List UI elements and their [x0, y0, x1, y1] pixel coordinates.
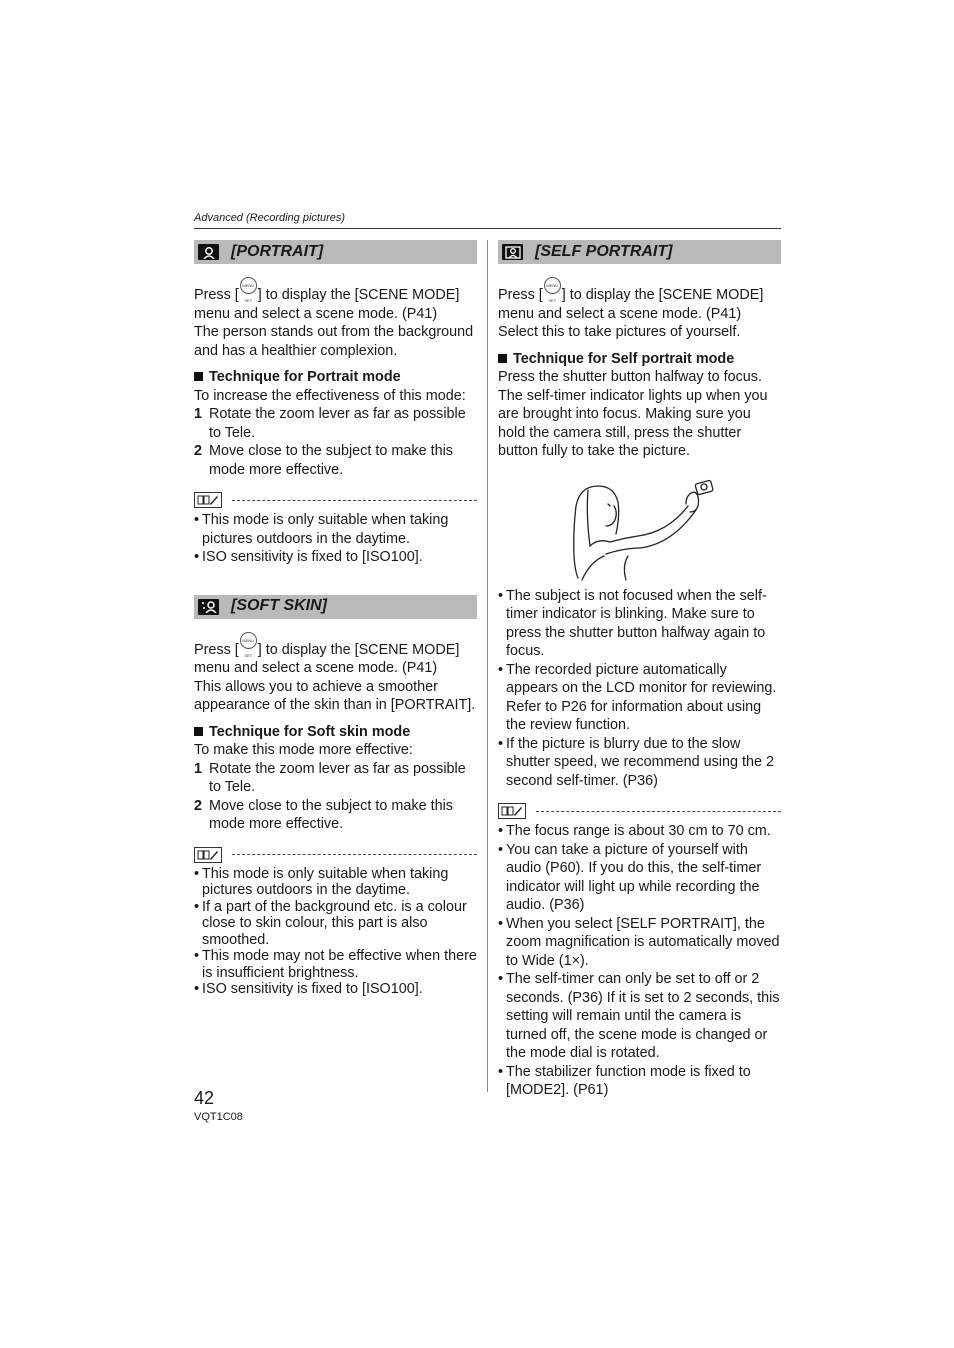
list-item: • The focus range is about 30 cm to 70 cm. [498, 822, 781, 841]
self-portrait-note-divider [498, 802, 781, 820]
soft-skin-step: 1 Rotate the zoom lever as far as possible to Tele. [194, 760, 466, 795]
self-portrait-intro: Press [MENU SET ] to display the [SCENE MODE] menu and select a scene mode. (P41) [498, 277, 781, 323]
soft-skin-step: 2 Move close to the subject to make this mode more effective. [194, 797, 453, 832]
column-divider [487, 240, 488, 1092]
portrait-intro: Press [MENU SET ] to display the [SCENE MODE] menu and select a scene mode. (P41) [194, 277, 477, 323]
list-item: • The stabilizer function mode is fixed to [MODE2]. (P61) [498, 1063, 781, 1100]
list-item: • The recorded picture automatically appears on the LCD monitor for reviewing. Refer to P26 for information about using the review function. [498, 661, 781, 735]
self-portrait-title: [SELF PORTRAIT] [535, 242, 673, 260]
soft-skin-scene-icon [198, 599, 219, 615]
page-number: 42 [194, 1088, 215, 1108]
document-code: VQT1C08 [194, 1111, 243, 1123]
soft-skin-description: This allows you to achieve a smoother appearance of the skin than in [PORTRAIT]. [194, 678, 476, 713]
header-section-title: Advanced (Recording pictures) [194, 212, 346, 224]
list-item: • The subject is not focused when the self-timer indicator is blinking. Make sure to press the shutter button halfway again to focus. [498, 587, 781, 661]
portrait-heading [194, 240, 477, 264]
portrait-step: 1 Rotate the zoom lever as far as possible to Tele. [194, 406, 466, 441]
square-bullet-icon [498, 354, 507, 363]
right-column [498, 240, 781, 1100]
soft-skin-heading [194, 595, 477, 619]
menu-set-button-icon: MENU SET [544, 277, 561, 294]
soft-skin-technique-title: Technique for Soft skin mode [194, 723, 477, 742]
self-portrait-scene-icon [502, 244, 523, 260]
portrait-step: 2 Move close to the subject to make this mode more effective. [194, 443, 453, 478]
list-item: • ISO sensitivity is fixed to [ISO100]. [194, 981, 477, 998]
self-portrait-illustration [568, 476, 718, 581]
header-rule [194, 228, 781, 229]
left-column [194, 240, 477, 998]
running-header [194, 211, 781, 229]
list-item: • The self-timer can only be set to off or 2 seconds. (P36) If it is set to 2 seconds, this setting will remain until the camera is turned off, the scene mode is changed or the mode dial is rotated. [498, 970, 781, 1063]
menu-set-button-icon: MENU SET [240, 277, 257, 294]
soft-skin-title: [SOFT SKIN] [231, 597, 327, 615]
square-bullet-icon [194, 372, 203, 381]
list-item: • You can take a picture of yourself with audio (P60). If you do this, the self-timer indicator will light up while recording the audio. (P36) [498, 841, 781, 915]
self-portrait-technique-title: Technique for Self portrait mode [498, 350, 781, 369]
list-item: • When you select [SELF PORTRAIT], the zoom magnification is automatically moved to Wide (1×). [498, 915, 781, 971]
self-portrait-bullets [498, 587, 781, 791]
list-item: • If a part of the background etc. is a colour close to skin colour, this part is also smoothed. [194, 899, 477, 949]
portrait-technique-intro: To increase the effectiveness of this mode: [194, 387, 466, 404]
list-item: • This mode is only suitable when taking pictures outdoors in the daytime. [194, 866, 477, 899]
self-portrait-description: Select this to take pictures of yourself. [498, 324, 741, 340]
self-portrait-heading [498, 240, 781, 264]
portrait-note-divider [194, 491, 477, 509]
soft-skin-intro: Press [MENU SET ] to display the [SCENE MODE] menu and select a scene mode. (P41) [194, 632, 477, 678]
portrait-description: The person stands out from the background and has a healthier complexion. [194, 324, 474, 359]
note-pencil-icon [194, 847, 222, 863]
soft-skin-note-divider [194, 846, 477, 864]
list-item: • If the picture is blurry due to the slow shutter speed, we recommend using the 2 second self-timer. (P36) [498, 735, 781, 791]
portrait-scene-icon [198, 244, 219, 260]
list-item: • This mode is only suitable when taking pictures outdoors in the daytime. [194, 511, 477, 548]
soft-skin-technique-intro: To make this mode more effective: [194, 742, 413, 758]
list-item: • This mode may not be effective when there is insufficient brightness. [194, 948, 477, 981]
portrait-title: [PORTRAIT] [231, 242, 324, 260]
note-pencil-icon [498, 803, 526, 819]
menu-set-button-icon: MENU SET [240, 632, 257, 649]
self-portrait-technique-text: Press the shutter button halfway to focus. The self-timer indicator lights up when you are brought into focus. Making sure you hold the camera still, press the shutter button fully to take the picture. [498, 369, 768, 459]
portrait-notes [194, 511, 477, 567]
portrait-technique-title: Technique for Portrait mode [194, 368, 477, 387]
soft-skin-notes [194, 866, 477, 998]
square-bullet-icon [194, 727, 203, 736]
note-pencil-icon [194, 492, 222, 508]
self-portrait-notes [498, 822, 781, 1100]
list-item: • ISO sensitivity is fixed to [ISO100]. [194, 548, 477, 567]
